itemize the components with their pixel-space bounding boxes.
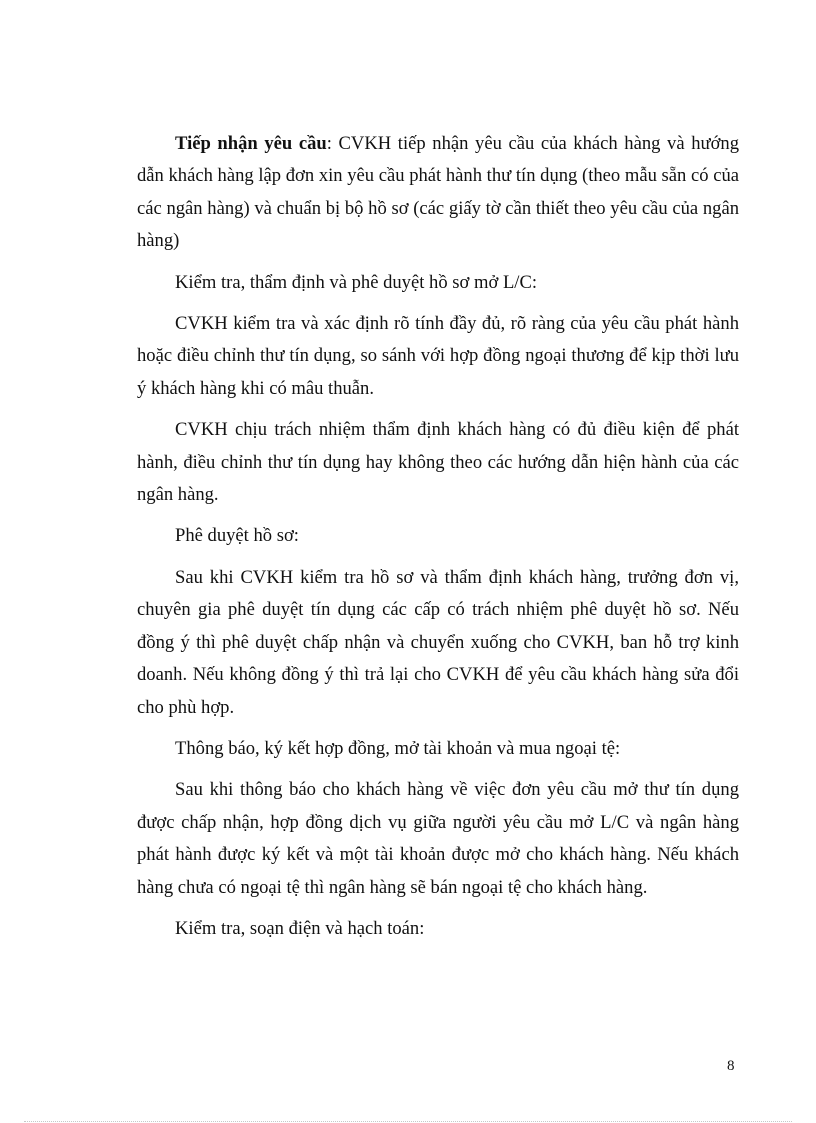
paragraph-receive-request	[137, 128, 739, 258]
paragraph-approval-heading: Phê duyệt hồ sơ:	[175, 525, 299, 547]
section-heading-accounting: Kiểm tra, soạn điện và hạch toán:	[175, 917, 425, 939]
paragraph-review-heading: Kiểm tra, thẩm định và phê duyệt hồ sơ mở L/C:	[175, 271, 538, 293]
paragraph-text: : CVKH tiếp nhận yêu cầu của khách hàng và hướng dẫn khách hàng lập đơn xin yêu cầu phát hành thư tín dụng (theo mẫu sẵn có của các ngân hàng) và chuẩn bị bộ hồ sơ (các giấy tờ cần thiết theo yêu cầu của ngân hàng)	[137, 133, 740, 252]
page-number: 8	[727, 1058, 735, 1074]
paragraph-lead-heading: Tiếp nhận yêu cầu	[175, 133, 327, 154]
paragraph-approval-process: Sau khi CVKH kiểm tra hồ sơ và thẩm định khách hàng, trưởng đơn vị, chuyên gia phê duyệt tín dụng các cấp có trách nhiệm phê duyệt hồ sơ. Nếu đồng ý thì phê duyệt chấp nhận và chuyển xuống cho CVKH, ban hỗ trợ kinh doanh. Nếu không đồng ý thì trả lại cho CVKH để yêu cầu khách hàng sửa đổi cho phù hợp.	[137, 566, 739, 718]
paragraph-cvkh-check: CVKH kiểm tra và xác định rõ tính đầy đủ, rõ ràng của yêu cầu phát hành hoặc điều chỉnh thư tín dụng, so sánh với hợp đồng ngoại thương để kịp thời lưu ý khách hàng khi có mâu thuẫn.	[137, 313, 739, 399]
section-heading-contract: Thông báo, ký kết hợp đồng, mở tài khoản và mua ngoại tệ:	[175, 737, 621, 759]
footer-divider	[24, 1121, 792, 1122]
paragraph-cvkh-appraise: CVKH chịu trách nhiệm thẩm định khách hàng có đủ điều kiện để phát hành, điều chỉnh thư tín dụng hay không theo các hướng dẫn hiện hành của các ngân hàng.	[137, 419, 739, 506]
paragraph-contract-process: Sau khi thông báo cho khách hàng về việc đơn yêu cầu mở thư tín dụng được chấp nhận, hợp đồng dịch vụ giữa người yêu cầu mở L/C và ngân hàng phát hành được ký kết và một tài khoản được mở cho khách hàng. Nếu khách hàng chưa có ngoại tệ thì ngân hàng sẽ bán ngoại tệ cho khách hàng.	[137, 779, 739, 898]
document-body	[137, 128, 739, 954]
